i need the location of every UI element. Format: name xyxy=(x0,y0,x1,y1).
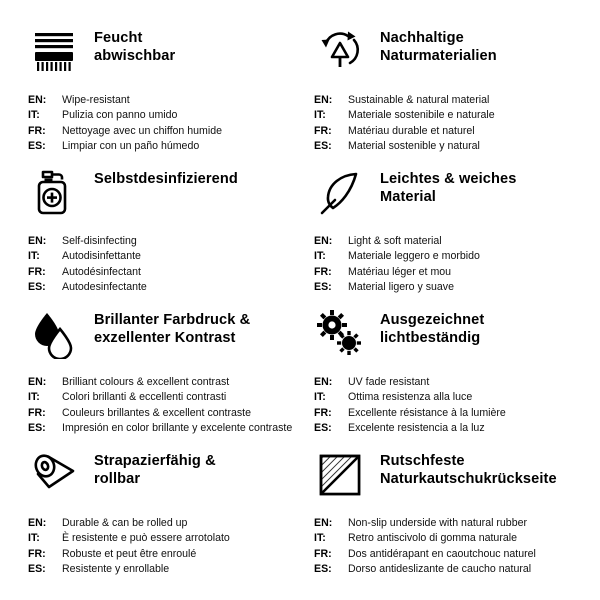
feature-cell-non-slip xyxy=(314,449,586,590)
feature-title-line2: exzellenter Kontrast xyxy=(94,330,236,347)
lang-text: Retro antiscivolo di gomma naturale xyxy=(348,532,517,545)
lang-text: Durable & can be rolled up xyxy=(62,517,188,529)
feature-header xyxy=(28,167,300,225)
lang-code: EN: xyxy=(28,517,47,529)
feature-title xyxy=(380,308,484,348)
lang-code: IT: xyxy=(314,532,326,545)
lang-text: Autodisinfettante xyxy=(62,250,141,263)
lang-text: Pulizia con panno umido xyxy=(62,109,178,122)
lang-text: Couleurs brillantes & excellent contraste xyxy=(62,406,252,419)
lang-code: EN: xyxy=(28,94,47,106)
lang-text: Robuste et peut être enroulé xyxy=(62,547,197,560)
translation-list xyxy=(28,376,300,436)
lang-text: Materiale leggero e morbido xyxy=(348,250,480,263)
lang-text: Wipe-resistant xyxy=(62,94,130,106)
lang-code: FR: xyxy=(28,547,46,560)
feature-title-line2: Naturmaterialien xyxy=(380,48,497,65)
lang-text: Materiale sostenibile e naturale xyxy=(348,109,495,122)
translation-list xyxy=(314,517,586,577)
lang-text: Excellente résistance à la lumière xyxy=(348,406,506,419)
lang-code: ES: xyxy=(314,281,332,294)
lang-code: ES: xyxy=(314,422,332,435)
translation-list xyxy=(314,94,586,154)
feature-header xyxy=(28,308,300,366)
lang-text: Sustainable & natural material xyxy=(348,94,490,106)
feature-title xyxy=(380,167,516,207)
lang-code: IT: xyxy=(28,109,40,122)
feature-header xyxy=(28,26,300,84)
lang-text: È resistente e può essere arrotolato xyxy=(62,532,230,545)
lang-text: Material sostenible y natural xyxy=(348,140,480,153)
lang-text: Self-disinfecting xyxy=(62,235,137,247)
feature-title-line1: Feucht xyxy=(94,30,143,46)
rollable-mat-icon xyxy=(28,449,80,501)
feature-title xyxy=(380,26,497,66)
lang-code: FR: xyxy=(28,265,46,278)
feature-title-line1: Leichtes & weiches xyxy=(380,171,517,187)
wipe-clean-brush-icon xyxy=(28,26,80,78)
lang-text: Brilliant colours & excellent contrast xyxy=(62,376,230,388)
feature-title-line1: Rutschfeste xyxy=(380,453,465,469)
translation-list xyxy=(28,94,300,154)
lang-text: Dorso antideslizante de caucho natural xyxy=(348,563,532,576)
feature-cell-rollable xyxy=(28,449,300,590)
feature-cell-sustainable xyxy=(314,26,586,167)
feature-title xyxy=(94,449,216,489)
lang-text: Material ligero y suave xyxy=(348,281,454,294)
feature-title-line1: Selbstdesinfizierend xyxy=(94,171,238,187)
feature-title-line2: Material xyxy=(380,189,436,206)
feature-title xyxy=(94,308,250,348)
lang-text: Matériau durable et naturel xyxy=(348,124,475,137)
lang-text: Impresión en color brillante y excelente contraste xyxy=(62,422,293,435)
lang-text: Excelente resistencia a la luz xyxy=(348,422,485,435)
lang-code: FR: xyxy=(28,406,46,419)
translation-list xyxy=(314,235,586,295)
lang-code: ES: xyxy=(28,281,46,294)
translation-list xyxy=(28,235,300,295)
lang-code: EN: xyxy=(28,376,47,388)
translation-list xyxy=(28,517,300,577)
lang-text: Nettoyage avec un chiffon humide xyxy=(62,124,222,137)
feature-cell-brilliant-colours xyxy=(28,308,300,449)
lang-code: ES: xyxy=(28,563,46,576)
lang-code: ES: xyxy=(28,140,46,153)
lang-code: ES: xyxy=(314,563,332,576)
lang-code: EN: xyxy=(314,235,333,247)
feature-title-line2: Naturkautschukrückseite xyxy=(380,471,557,488)
lang-code: IT: xyxy=(314,250,326,263)
feature-cell-light-soft xyxy=(314,167,586,308)
feature-title-line2: rollbar xyxy=(94,471,141,488)
lang-text: Dos antidérapant en caoutchouc naturel xyxy=(348,547,536,560)
lang-text: Resistente y enrollable xyxy=(62,563,170,576)
feature-cell-self-disinfecting xyxy=(28,167,300,308)
uv-fade-resistant-sun-icon xyxy=(314,308,366,360)
feature-title-line1: Brillanter Farbdruck & xyxy=(94,312,251,328)
lang-code: EN: xyxy=(28,235,47,247)
lang-code: EN: xyxy=(314,376,333,388)
lang-code: IT: xyxy=(28,532,40,545)
lang-text: Limpiar con un paño húmedo xyxy=(62,140,200,153)
feature-title-line1: Strapazierfähig & xyxy=(94,453,216,469)
lang-code: EN: xyxy=(314,517,333,529)
lang-text: Autodesinfectante xyxy=(62,281,147,294)
lang-code: IT: xyxy=(314,391,326,404)
feature-title xyxy=(94,26,175,66)
color-drops-contrast-icon xyxy=(28,308,80,360)
lang-code: EN: xyxy=(314,94,333,106)
feature-cell-wipe-clean xyxy=(28,26,300,167)
feature-title-line1: Nachhaltige xyxy=(380,30,464,46)
feature-title xyxy=(94,167,238,188)
lang-code: IT: xyxy=(314,109,326,122)
lang-code: ES: xyxy=(314,140,332,153)
lang-code: IT: xyxy=(28,250,40,263)
lang-code: FR: xyxy=(314,547,332,560)
lang-code: FR: xyxy=(314,406,332,419)
lang-text: Light & soft material xyxy=(348,235,442,247)
feature-cell-uv-resistant xyxy=(314,308,586,449)
lang-text: Colori brillanti & eccellenti contrasti xyxy=(62,391,227,404)
feature-title xyxy=(380,449,557,489)
feature-header xyxy=(314,449,586,507)
self-disinfecting-bottle-icon xyxy=(28,167,80,219)
feature-header xyxy=(314,26,586,84)
lang-code: FR: xyxy=(28,124,46,137)
lang-code: IT: xyxy=(28,391,40,404)
lang-text: Ottima resistenza alla luce xyxy=(348,391,473,404)
lang-code: FR: xyxy=(314,124,332,137)
lang-text: Non-slip underside with natural rubber xyxy=(348,517,528,529)
sustainable-tree-recycle-icon xyxy=(314,26,366,78)
feature-title-line2: lichtbeständig xyxy=(380,330,481,347)
feature-title-line2: abwischbar xyxy=(94,48,176,65)
feather-light-icon xyxy=(314,167,366,219)
lang-text: UV fade resistant xyxy=(348,376,430,388)
translation-list xyxy=(314,376,586,436)
lang-code: ES: xyxy=(28,422,46,435)
feature-header xyxy=(314,308,586,366)
non-slip-rubber-backing-icon xyxy=(314,449,366,501)
lang-text: Matériau léger et mou xyxy=(348,265,452,278)
feature-title-line1: Ausgezeichnet xyxy=(380,312,485,328)
lang-code: FR: xyxy=(314,265,332,278)
lang-text: Autodésinfectant xyxy=(62,265,141,278)
feature-header xyxy=(28,449,300,507)
feature-header xyxy=(314,167,586,225)
